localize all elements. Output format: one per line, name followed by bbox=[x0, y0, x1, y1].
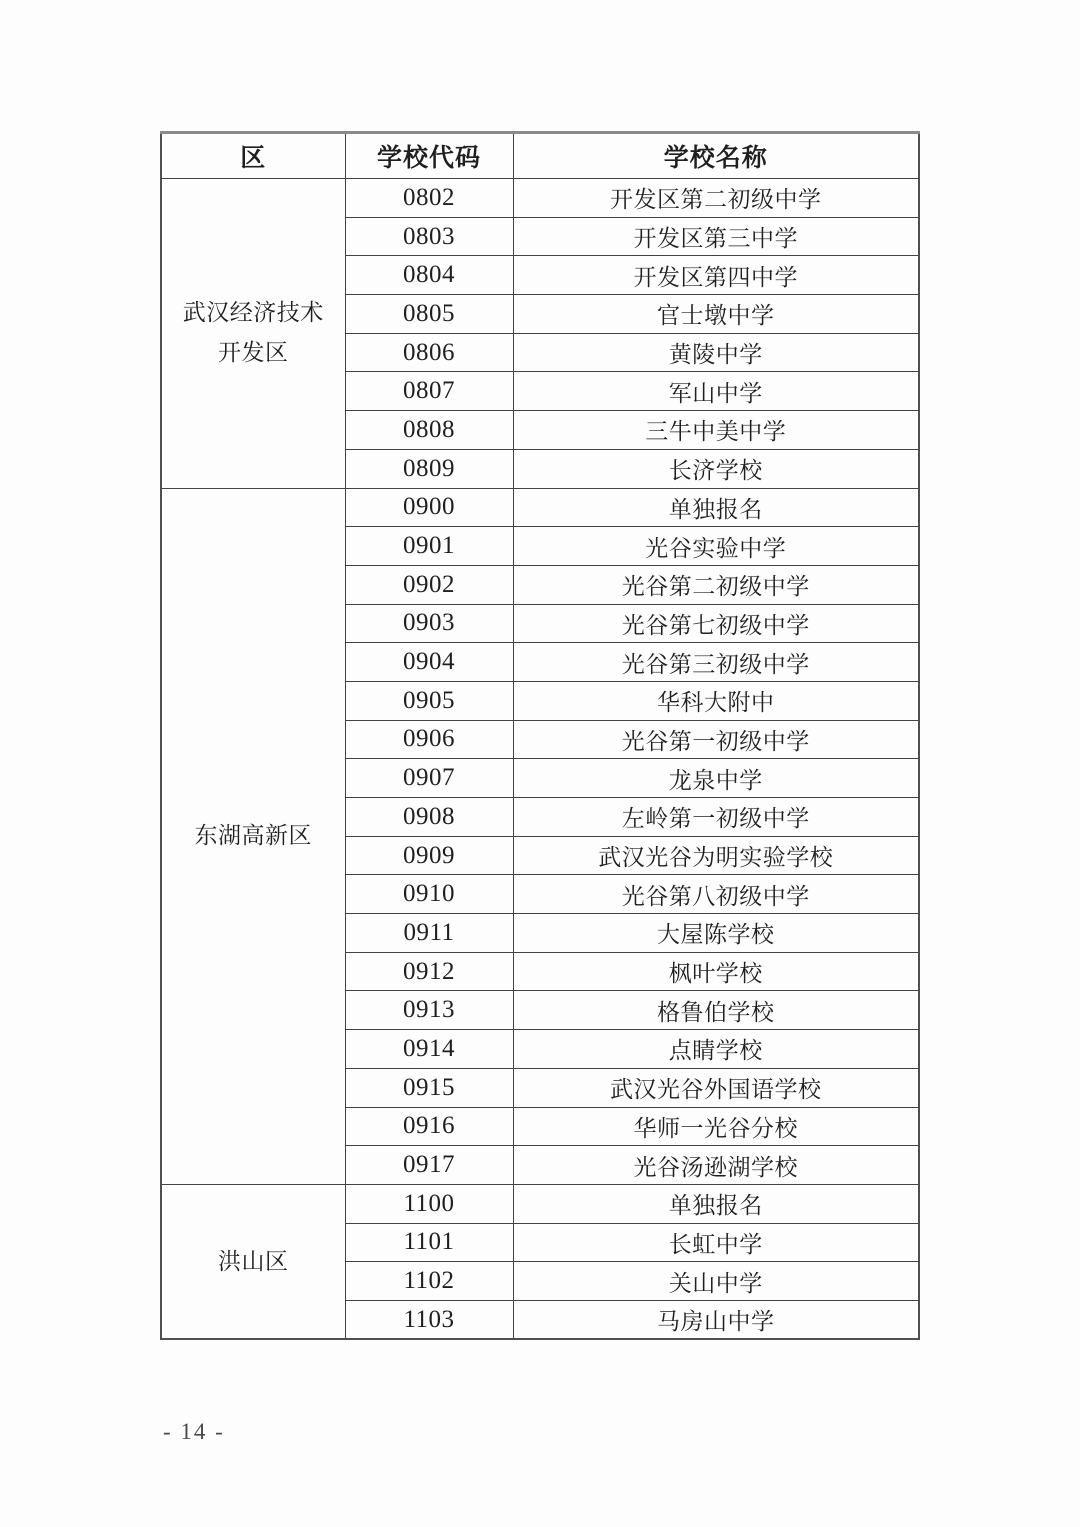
school-code-cell: 0806 bbox=[345, 333, 513, 372]
school-name-cell: 点睛学校 bbox=[513, 1030, 919, 1069]
school-code-cell: 0909 bbox=[345, 836, 513, 875]
school-code-cell: 0910 bbox=[345, 875, 513, 914]
school-name-cell: 华科大附中 bbox=[513, 681, 919, 720]
school-name-cell: 左岭第一初级中学 bbox=[513, 798, 919, 837]
header-row bbox=[161, 133, 919, 179]
table-header bbox=[161, 133, 919, 179]
school-name-cell: 格鲁伯学校 bbox=[513, 991, 919, 1030]
school-code-cell: 0913 bbox=[345, 991, 513, 1030]
school-code-cell: 0900 bbox=[345, 488, 513, 527]
table-body bbox=[161, 179, 919, 1340]
school-name-cell: 大屋陈学校 bbox=[513, 914, 919, 953]
school-code-cell: 0908 bbox=[345, 798, 513, 837]
school-name-cell: 单独报名 bbox=[513, 488, 919, 527]
school-code-cell: 0906 bbox=[345, 720, 513, 759]
school-name-cell: 华师一光谷分校 bbox=[513, 1107, 919, 1146]
header-district: 区 bbox=[161, 133, 345, 179]
school-code-cell: 0915 bbox=[345, 1068, 513, 1107]
school-code-cell: 1103 bbox=[345, 1300, 513, 1339]
table-row bbox=[161, 1184, 919, 1223]
school-code-cell: 0905 bbox=[345, 681, 513, 720]
school-name-cell: 开发区第二初级中学 bbox=[513, 179, 919, 218]
school-code-cell: 0916 bbox=[345, 1107, 513, 1146]
school-name-cell: 开发区第四中学 bbox=[513, 256, 919, 295]
school-name-cell: 龙泉中学 bbox=[513, 759, 919, 798]
school-name-cell: 三牛中美中学 bbox=[513, 411, 919, 450]
school-code-cell: 0904 bbox=[345, 643, 513, 682]
school-code-cell: 0911 bbox=[345, 914, 513, 953]
school-name-cell: 长济学校 bbox=[513, 449, 919, 488]
school-code-cell: 0803 bbox=[345, 217, 513, 256]
school-name-cell: 光谷第八初级中学 bbox=[513, 875, 919, 914]
school-name-cell: 关山中学 bbox=[513, 1262, 919, 1301]
school-name-cell: 枫叶学校 bbox=[513, 952, 919, 991]
district-cell: 东湖高新区 bbox=[161, 488, 345, 1184]
header-school-name: 学校名称 bbox=[513, 133, 919, 179]
school-code-cell: 0802 bbox=[345, 179, 513, 218]
school-code-cell: 0805 bbox=[345, 295, 513, 334]
school-code-cell: 0902 bbox=[345, 565, 513, 604]
school-code-cell: 1102 bbox=[345, 1262, 513, 1301]
school-name-cell: 长虹中学 bbox=[513, 1223, 919, 1262]
school-name-cell: 光谷汤逊湖学校 bbox=[513, 1146, 919, 1185]
school-name-cell: 光谷实验中学 bbox=[513, 527, 919, 566]
school-name-cell: 开发区第三中学 bbox=[513, 217, 919, 256]
school-code-cell: 0901 bbox=[345, 527, 513, 566]
table-row bbox=[161, 179, 919, 218]
school-name-cell: 黄陵中学 bbox=[513, 333, 919, 372]
school-code-cell: 0804 bbox=[345, 256, 513, 295]
school-code-cell: 0808 bbox=[345, 411, 513, 450]
school-name-cell: 光谷第三初级中学 bbox=[513, 643, 919, 682]
school-code-cell: 0907 bbox=[345, 759, 513, 798]
school-code-cell: 0917 bbox=[345, 1146, 513, 1185]
school-code-table bbox=[160, 131, 920, 1340]
table-row bbox=[161, 488, 919, 527]
school-name-cell: 军山中学 bbox=[513, 372, 919, 411]
school-code-cell: 0809 bbox=[345, 449, 513, 488]
school-code-cell: 1100 bbox=[345, 1184, 513, 1223]
district-cell: 武汉经济技术开发区 bbox=[161, 179, 345, 489]
school-name-cell: 马房山中学 bbox=[513, 1300, 919, 1339]
district-cell: 洪山区 bbox=[161, 1184, 345, 1339]
school-code-cell: 0903 bbox=[345, 604, 513, 643]
school-name-cell: 武汉光谷为明实验学校 bbox=[513, 836, 919, 875]
school-name-cell: 单独报名 bbox=[513, 1184, 919, 1223]
school-code-cell: 0914 bbox=[345, 1030, 513, 1069]
page-number: - 14 - bbox=[163, 1419, 225, 1444]
header-school-code: 学校代码 bbox=[345, 133, 513, 179]
school-name-cell: 光谷第二初级中学 bbox=[513, 565, 919, 604]
school-code-cell: 0807 bbox=[345, 372, 513, 411]
school-code-cell: 0912 bbox=[345, 952, 513, 991]
school-name-cell: 官士墩中学 bbox=[513, 295, 919, 334]
school-name-cell: 光谷第一初级中学 bbox=[513, 720, 919, 759]
school-code-cell: 1101 bbox=[345, 1223, 513, 1262]
school-name-cell: 武汉光谷外国语学校 bbox=[513, 1068, 919, 1107]
school-name-cell: 光谷第七初级中学 bbox=[513, 604, 919, 643]
